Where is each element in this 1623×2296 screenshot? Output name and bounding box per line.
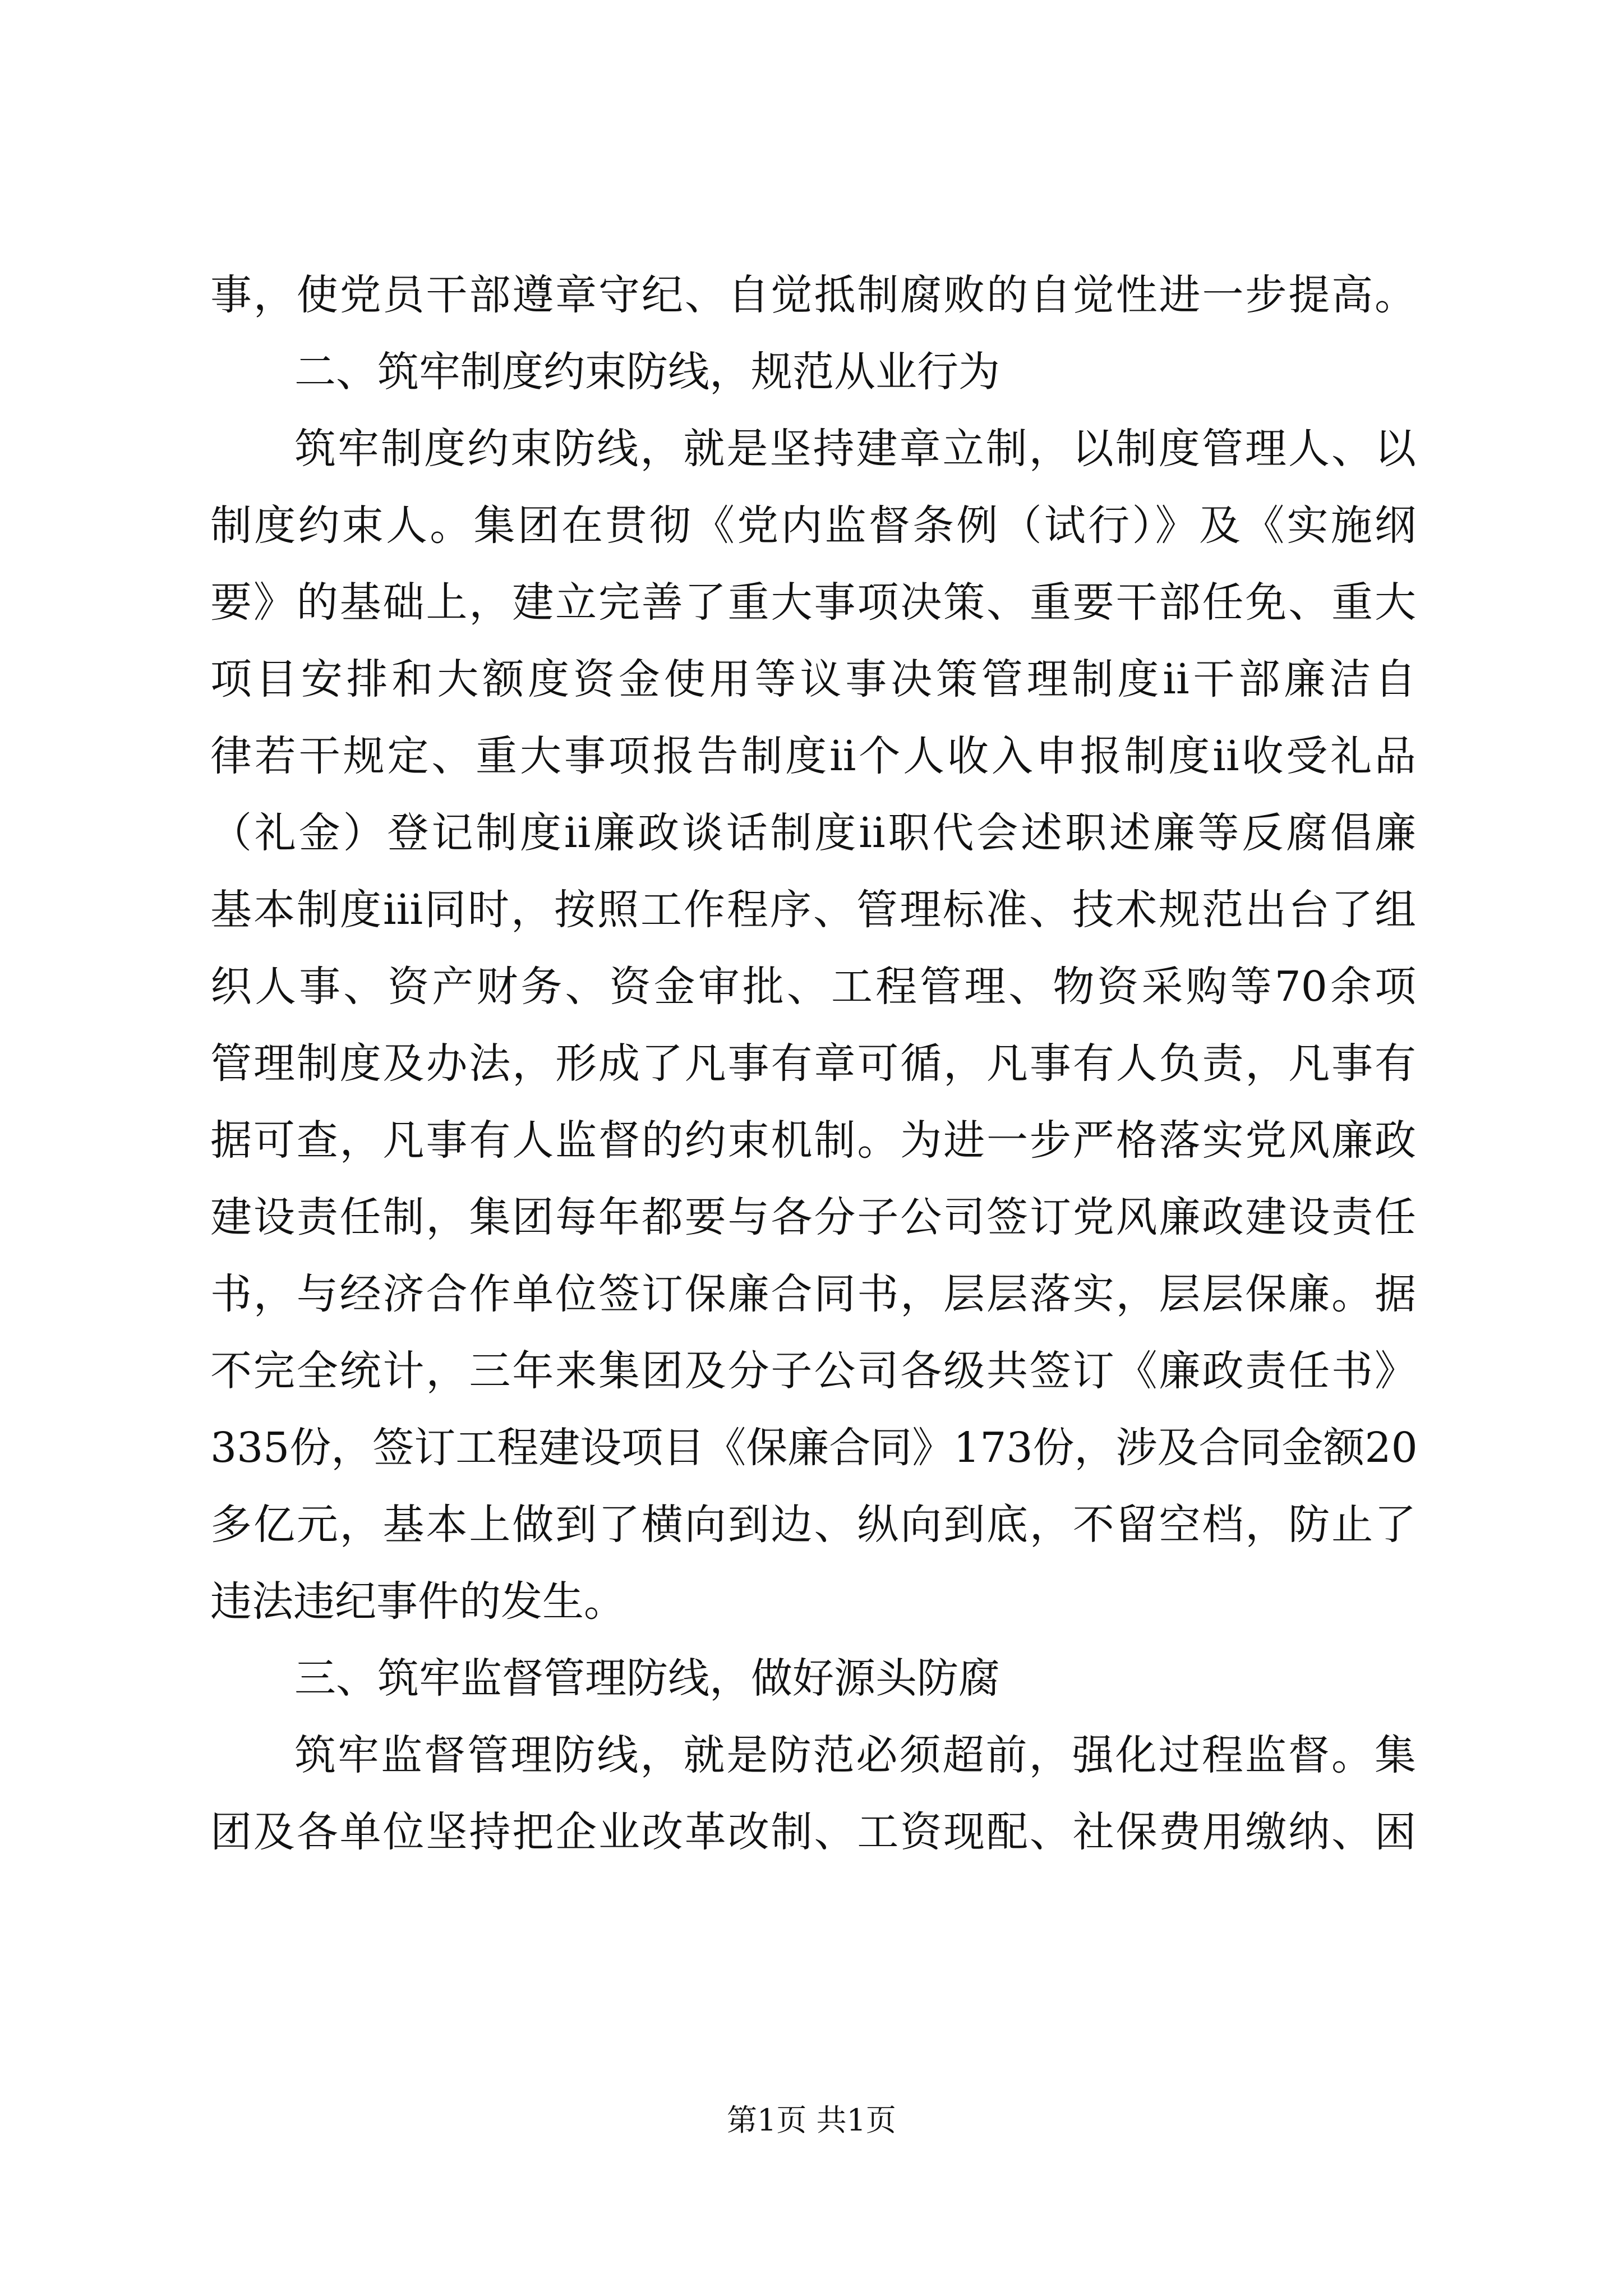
paragraph-line: 书，与经济合作单位签订保廉合同书，层层落实，层层保廉。据 [210,1270,1416,1318]
paragraph-line: 事，使党员干部遵章守纪、自觉抵制腐败的自觉性进一步提高。 [210,271,1416,319]
document-body [210,257,1416,1871]
page-footer [0,2101,1623,2140]
paragraph-line: 团及各单位坚持把企业改革改制、工资现配、社保费用缴纳、困 [210,1808,1416,1856]
paragraph-line: 筑牢监督管理防线，就是防范必须超前，强化过程监督。集 [294,1731,1416,1779]
paragraph-line: 管理制度及办法，形成了凡事有章可循，凡事有人负责，凡事有 [210,1039,1416,1088]
page-number-label: 第1页 共1页 [727,2102,896,2138]
paragraph-line: 制度约束人。集团在贯彻《党内监督条例（试行）》及《实施纲 [210,501,1416,550]
paragraph-line: 建设责任制，集团每年都要与各分子公司签订党风廉政建设责任 [210,1193,1416,1241]
paragraph-line: 违法违纪事件的发生。 [210,1577,625,1626]
paragraph-line: 项目安排和大额度资金使用等议事决策管理制度ii干部廉洁自 [210,655,1416,703]
section-heading: 二、筑牢制度约束防线，规范从业行为 [294,348,1000,396]
paragraph-line: 335份，签订工程建设项目《保廉合同》173份，涉及合同金额20 [210,1424,1418,1472]
paragraph-line: 不完全统计，三年来集团及分子公司各级共签订《廉政责任书》 [210,1347,1416,1395]
paragraph-line: 多亿元，基本上做到了横向到边、纵向到底，不留空档，防止了 [210,1501,1416,1549]
paragraph-line: 据可查，凡事有人监督的约束机制。为进一步严格落实党风廉政 [210,1116,1416,1165]
paragraph-line: 织人事、资产财务、资金审批、工程管理、物资采购等70余项 [210,963,1416,1011]
section-heading: 三、筑牢监督管理防线，做好源头防腐 [294,1654,1000,1703]
paragraph-line: 基本制度iii同时，按照工作程序、管理标准、技术规范出台了组 [210,886,1416,934]
paragraph-line: 律若干规定、重大事项报告制度ii个人收入申报制度ii收受礼品 [210,732,1416,780]
paragraph-line: （礼金）登记制度ii廉政谈话制度ii职代会述职述廉等反腐倡廉 [210,809,1416,857]
paragraph-line: 筑牢制度约束防线，就是坚持建章立制，以制度管理人、以 [294,425,1416,473]
paragraph-line: 要》的基础上，建立完善了重大事项决策、重要干部任免、重大 [210,578,1416,627]
